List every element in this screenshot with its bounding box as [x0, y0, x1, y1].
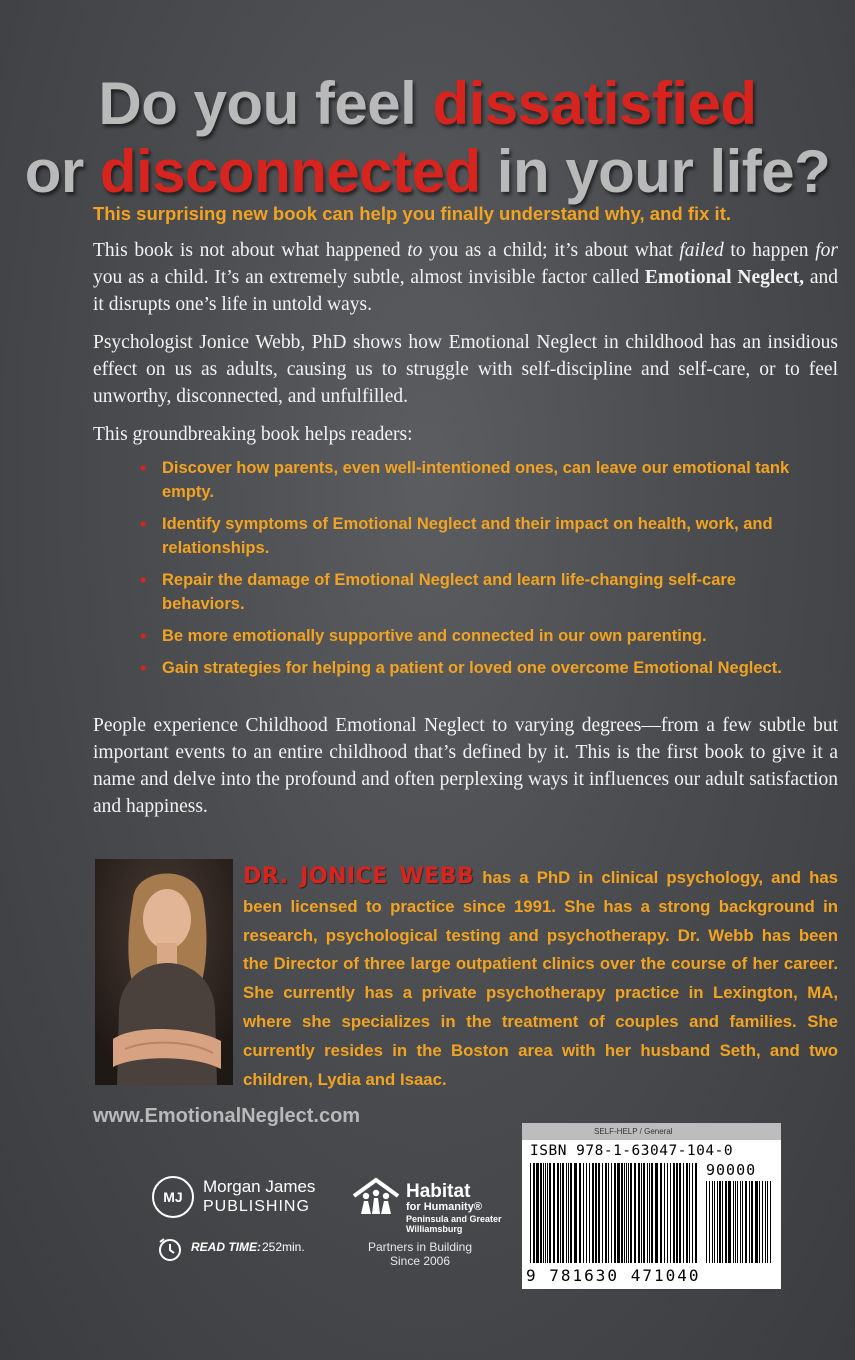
barcode-bar — [767, 1181, 768, 1263]
author-bio — [243, 863, 838, 1094]
barcode-bar — [759, 1181, 760, 1263]
barcode-bar — [728, 1181, 731, 1263]
list-item: • Gain strategies for helping a patient or loved one overcome Emotional Neglect. — [140, 658, 782, 678]
barcode-bar — [740, 1181, 741, 1263]
barcode-bar — [742, 1181, 743, 1263]
barcode-bar — [634, 1163, 636, 1263]
barcode-bar — [643, 1163, 645, 1263]
barcode-bar — [651, 1163, 653, 1263]
barcode-bar — [660, 1163, 662, 1263]
headline-highlight: dissatisfied — [432, 70, 757, 137]
barcode-bar — [641, 1163, 642, 1263]
barcode-bar — [725, 1181, 727, 1263]
list-item: • Identify symptoms of Emotional Neglect and their impact on health, work, and relationships. — [140, 514, 773, 557]
barcode-bar — [536, 1163, 539, 1263]
barcode-bar — [673, 1163, 675, 1263]
barcode-bar — [545, 1163, 546, 1263]
charity-name: Habitat — [406, 1181, 471, 1202]
intro-paragraph-2: Psychologist Jonice Webb, PhD shows how Emotional Neglect in childhood has an insidious effect on us as adults, causing us to struggle with self-discipline and self-care, or to feel unworthy, disconnected, and unfulfilled. — [93, 332, 838, 407]
barcode-bar — [712, 1181, 713, 1263]
headline-highlight: disconnected — [99, 138, 481, 205]
barcode-bar — [733, 1181, 734, 1263]
bullet-icon: • — [140, 514, 147, 534]
headline-line-2 — [0, 138, 855, 206]
headline-text: or — [24, 138, 100, 205]
charity-partners: Partners in Building Since 2006 — [367, 1240, 473, 1268]
barcode-bar — [530, 1163, 531, 1263]
barcode-bar — [592, 1163, 594, 1263]
intro-paragraph-1: This book is not about what happened to you as a child; it’s about what failed to happen for you as a child. It’s an extremely subtle, almost invisible factor called Emotional Neglect, and it disrupts one’s life in untold ways. — [93, 240, 839, 315]
barcode-bar — [670, 1163, 671, 1263]
barcode-bar — [605, 1163, 607, 1263]
read-time-value: 252min. — [262, 1240, 305, 1254]
headline — [0, 70, 855, 206]
barcode-bar — [553, 1163, 555, 1263]
barcode-bar — [664, 1163, 665, 1263]
barcode-bar — [765, 1181, 766, 1263]
bullet-icon: • — [140, 658, 147, 678]
bullet-icon: • — [140, 458, 147, 478]
barcode-bar — [655, 1163, 658, 1263]
barcode-bar — [692, 1163, 693, 1263]
barcode-bar — [717, 1181, 718, 1263]
benefits-list — [140, 456, 790, 688]
barcode-bar — [549, 1163, 551, 1263]
headline-text: in your life? — [480, 138, 831, 205]
barcode-bar — [566, 1163, 567, 1263]
isbn-text: ISBN 978-1-63047-104-0 — [530, 1143, 734, 1159]
barcode-bar — [770, 1181, 771, 1263]
barcode-bar — [568, 1163, 569, 1263]
barcode-bar — [679, 1163, 681, 1263]
publisher-subtitle: PUBLISHING — [203, 1198, 310, 1215]
author-name: DR. JONICE WEBB — [243, 864, 475, 889]
barcode-bar — [579, 1163, 581, 1263]
barcode-bar — [689, 1163, 690, 1263]
charity-tagline: for Humanity® — [406, 1201, 482, 1213]
list-item: • Be more emotionally supportive and connected in our own parenting. — [140, 626, 707, 646]
barcode-bar — [608, 1163, 609, 1263]
read-time-label: READ TIME: — [191, 1240, 261, 1254]
headline-text: Do you feel — [98, 70, 433, 137]
barcode-bar — [595, 1163, 597, 1263]
barcode-bar — [533, 1163, 535, 1263]
list-item: • Repair the damage of Emotional Neglect and learn life-changing self-care behaviors. — [140, 570, 736, 613]
price-code: 90000 — [706, 1161, 757, 1179]
barcode-bar — [751, 1181, 753, 1263]
barcode-addon-bars — [706, 1181, 774, 1263]
barcode-bar — [589, 1163, 590, 1263]
barcode-bar — [745, 1181, 747, 1263]
list-item: • Discover how parents, even well-intentioned ones, can leave our emotional tank empty. — [140, 458, 790, 501]
barcode-bar — [719, 1181, 721, 1263]
barcode-bar — [543, 1163, 544, 1263]
barcode-bar — [709, 1181, 710, 1263]
barcode-bar — [562, 1163, 564, 1263]
subheadline: This surprising new book can help you finally understand why, and fix it. — [93, 203, 731, 224]
barcode-bar — [714, 1181, 715, 1263]
barcode-bar — [617, 1163, 620, 1263]
barcode-bar — [560, 1163, 561, 1263]
barcode-bar — [630, 1163, 632, 1263]
website-link[interactable]: www.EmotionalNeglect.com — [93, 1105, 361, 1127]
barcode-bar — [574, 1163, 577, 1263]
barcode-bar — [628, 1163, 629, 1263]
barcode-bars — [530, 1163, 698, 1263]
barcode-bar — [621, 1163, 623, 1263]
barcode-category: SELF-HELP / General — [522, 1123, 781, 1140]
barcode-bar — [602, 1163, 603, 1263]
barcode-bar — [722, 1181, 723, 1263]
publisher-name: Morgan James — [203, 1177, 316, 1196]
barcode-bar — [706, 1181, 707, 1263]
barcode-bar — [547, 1163, 548, 1263]
barcode-bar — [624, 1163, 625, 1263]
headline-line-1 — [0, 70, 855, 138]
barcode-bar — [683, 1163, 684, 1263]
barcode-bar — [638, 1163, 640, 1263]
barcode-bar — [735, 1181, 736, 1263]
barcode — [522, 1123, 781, 1289]
barcode-bar — [540, 1163, 542, 1263]
barcode-bar — [737, 1181, 738, 1263]
barcode-bar — [667, 1163, 668, 1263]
author-photo — [95, 859, 233, 1085]
clock-icon — [157, 1236, 183, 1262]
bullet-icon: • — [140, 570, 147, 590]
barcode-bar — [649, 1163, 650, 1263]
barcode-bar — [557, 1163, 559, 1263]
closing-paragraph: People experience Childhood Emotional Neglect to varying degrees—from a few subtle but important events to an entire childhood that’s defined by it. This is the first book to give it a name and delve into the profound and often perplexing ways it influences our adult satisfaction and happiness. — [93, 715, 838, 817]
author-bio-text: has a PhD in clinical psychology, and has been licensed to practice since 1991. She has a strong background in research, psychological testing and psychotherapy. Dr. Webb has been the Director of three large outpatient clinics over the course of her career. She currently has a private psychotherapy practice in Lexington, MA, where she specializes in the treatment of couples and families. She currently resides in the Boston area with her husband Seth, and two children, Lydia and Isaac. — [243, 868, 838, 1089]
barcode-bar — [686, 1163, 688, 1263]
barcode-bar — [749, 1181, 750, 1263]
bullet-icon: • — [140, 626, 147, 646]
barcode-bar — [570, 1163, 572, 1263]
habitat-house-icon — [350, 1176, 402, 1216]
barcode-bar — [586, 1163, 587, 1263]
barcode-bar — [626, 1163, 627, 1263]
publisher-logo-icon: MJ — [152, 1176, 194, 1218]
barcode-bar — [598, 1163, 600, 1263]
barcode-bar — [676, 1163, 678, 1263]
intro-paragraph-3: This groundbreaking book helps readers: — [93, 424, 413, 445]
barcode-digits: 9 781630 471040 — [526, 1266, 701, 1285]
barcode-bar — [647, 1163, 648, 1263]
charity-region: Peninsula and Greater Williamsburg — [406, 1214, 502, 1234]
barcode-bar — [583, 1163, 584, 1263]
barcode-bar — [755, 1181, 758, 1263]
barcode-bar — [695, 1163, 697, 1263]
barcode-bar — [762, 1181, 763, 1263]
barcode-bar — [611, 1163, 612, 1263]
barcode-bar — [614, 1163, 616, 1263]
